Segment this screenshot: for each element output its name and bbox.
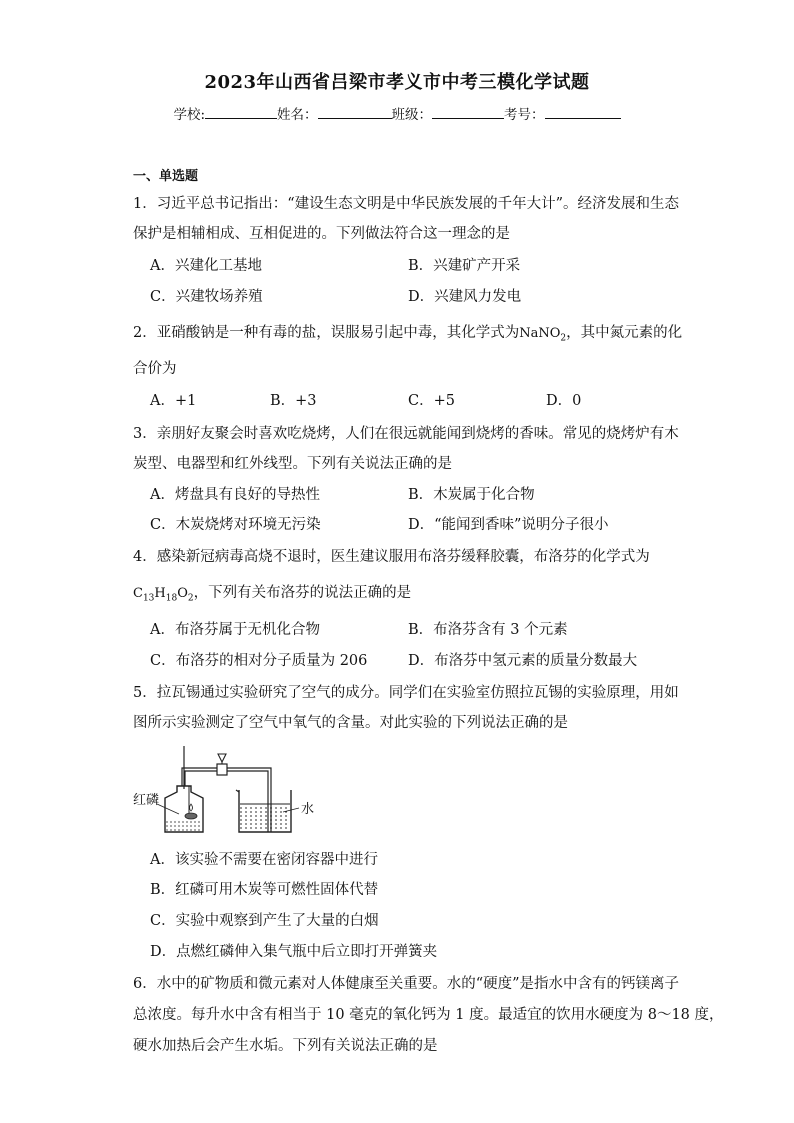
school-blank[interactable] — [205, 104, 277, 119]
q5-line2: 图所示实验测定了空气中氧气的含量。对此实验的下列说法正确的是 — [133, 715, 568, 731]
q2-formula-main: NaNO — [519, 326, 561, 341]
q1-line2: 保护是相辅相成、互相促进的。下列做法符合这一理念的是 — [133, 226, 510, 242]
q2-option-d: D．0 — [546, 393, 582, 409]
q2-option-a: A．+1 — [150, 393, 197, 409]
q6-line1: 6．水中的矿物质和微元素对人体健康至关重要。水的“硬度”是指水中含有的钙镁离子 — [133, 976, 680, 992]
q1-option-b: B．兴建矿产开采 — [408, 258, 521, 274]
q4-formula — [133, 586, 194, 604]
q5-option-b: B．红磷可用木炭等可燃性固体代替 — [150, 882, 379, 898]
q4-formula-o: O — [177, 586, 188, 601]
flame-icon — [190, 804, 193, 811]
q4-option-a: A．布洛芬属于无机化合物 — [150, 622, 320, 638]
q2-formula-sub: 2 — [560, 333, 567, 344]
q4-option-d: D．布洛芬中氢元素的质量分数最大 — [408, 653, 638, 669]
q5-option-d: D．点燃红磷伸入集气瓶中后立即打开弹簧夹 — [150, 944, 438, 960]
q4-line2-text: ，下列有关布洛芬的说法正确的是 — [193, 585, 412, 601]
exam-no-blank[interactable] — [545, 104, 621, 119]
q4-line1: 4．感染新冠病毒高烧不退时，医生建议服用布洛芬缓释胶囊，布洛芬的化学式为 — [133, 549, 650, 565]
q2-line1-tail: ，其中氮元素的化 — [566, 325, 683, 341]
experiment-diagram — [133, 742, 333, 842]
section-title: 一、单选题 — [133, 169, 199, 184]
name-blank[interactable] — [318, 104, 392, 119]
q4-formula-c: C — [133, 586, 143, 601]
label-water: 水 — [301, 802, 315, 817]
q4-option-c: C．布洛芬的相对分子质量为 206 — [150, 653, 368, 669]
q3-option-d: D．“能闻到香味”说明分子很小 — [408, 517, 609, 533]
q2-formula — [519, 326, 567, 344]
q2-line2: 合价为 — [133, 361, 177, 377]
q4-line2 — [133, 581, 411, 604]
q1-option-c: C．兴建牧场养殖 — [150, 289, 263, 305]
class-label: 班级： — [391, 107, 433, 123]
q3-option-b: B．木炭属于化合物 — [408, 487, 535, 503]
name-label: 姓名： — [277, 107, 318, 123]
q6-line3: 硬水加热后会产生水垢。下列有关说法正确的是 — [133, 1038, 438, 1054]
q4-formula-h-sub: 18 — [165, 593, 178, 604]
q2-line1-text: 2．亚硝酸钠是一种有毒的盐，误服易引起中毒，其化学式为 — [133, 325, 520, 341]
q4-formula-o-sub: 2 — [187, 593, 194, 604]
q6-line2: 总浓度。每升水中含有相当于 10 毫克的氧化钙为 1 度。最适宜的饮用水硬度为 8～18 度， — [133, 1007, 724, 1023]
q1-option-d: D．兴建风力发电 — [408, 289, 522, 305]
q2-option-c: C．+5 — [408, 393, 455, 409]
q4-formula-h: H — [154, 586, 166, 601]
school-label: 学校: — [173, 107, 206, 123]
q5-line1: 5．拉瓦锡通过实验研究了空气的成分。同学们在实验室仿照拉瓦锡的实验原理，用如 — [133, 685, 679, 701]
gas-bottle-outline — [165, 786, 203, 832]
q3-line1: 3．亲朋好友聚会时喜欢吃烧烤，人们在很远就能闻到烧烤的香味。常见的烧烤炉有木 — [133, 426, 679, 442]
q3-line2: 炭型、电器型和红外线型。下列有关说法正确的是 — [133, 456, 452, 472]
q4-formula-c-sub: 13 — [142, 593, 155, 604]
label-red-phosphorus: 红磷 — [133, 793, 160, 808]
q1-line1: 1．习近平总书记指出：“建设生态文明是中华民族发展的千年大计”。经济发展和生态 — [133, 196, 680, 212]
student-info-row — [0, 103, 794, 123]
beaker-outline — [239, 790, 291, 832]
class-blank[interactable] — [432, 104, 504, 119]
exam-no-label: 考号： — [504, 107, 545, 123]
q3-option-a: A．烤盘具有良好的导热性 — [150, 487, 320, 503]
q4-option-b: B．布洛芬含有 3 个元素 — [408, 622, 568, 638]
q5-option-a: A．该实验不需要在密闭容器中进行 — [150, 852, 378, 868]
page-title: 2023年山西省吕梁市孝义市中考三模化学试题 — [204, 72, 590, 93]
q5-option-c: C．实验中观察到产生了大量的白烟 — [150, 913, 379, 929]
q3-option-c: C．木炭烧烤对环境无污染 — [150, 517, 321, 533]
spring-clip-icon — [217, 764, 227, 775]
q2-line1 — [133, 321, 682, 344]
burning-spoon — [185, 813, 197, 819]
q2-option-b: B．+3 — [270, 393, 317, 409]
q1-option-a: A．兴建化工基地 — [150, 258, 262, 274]
